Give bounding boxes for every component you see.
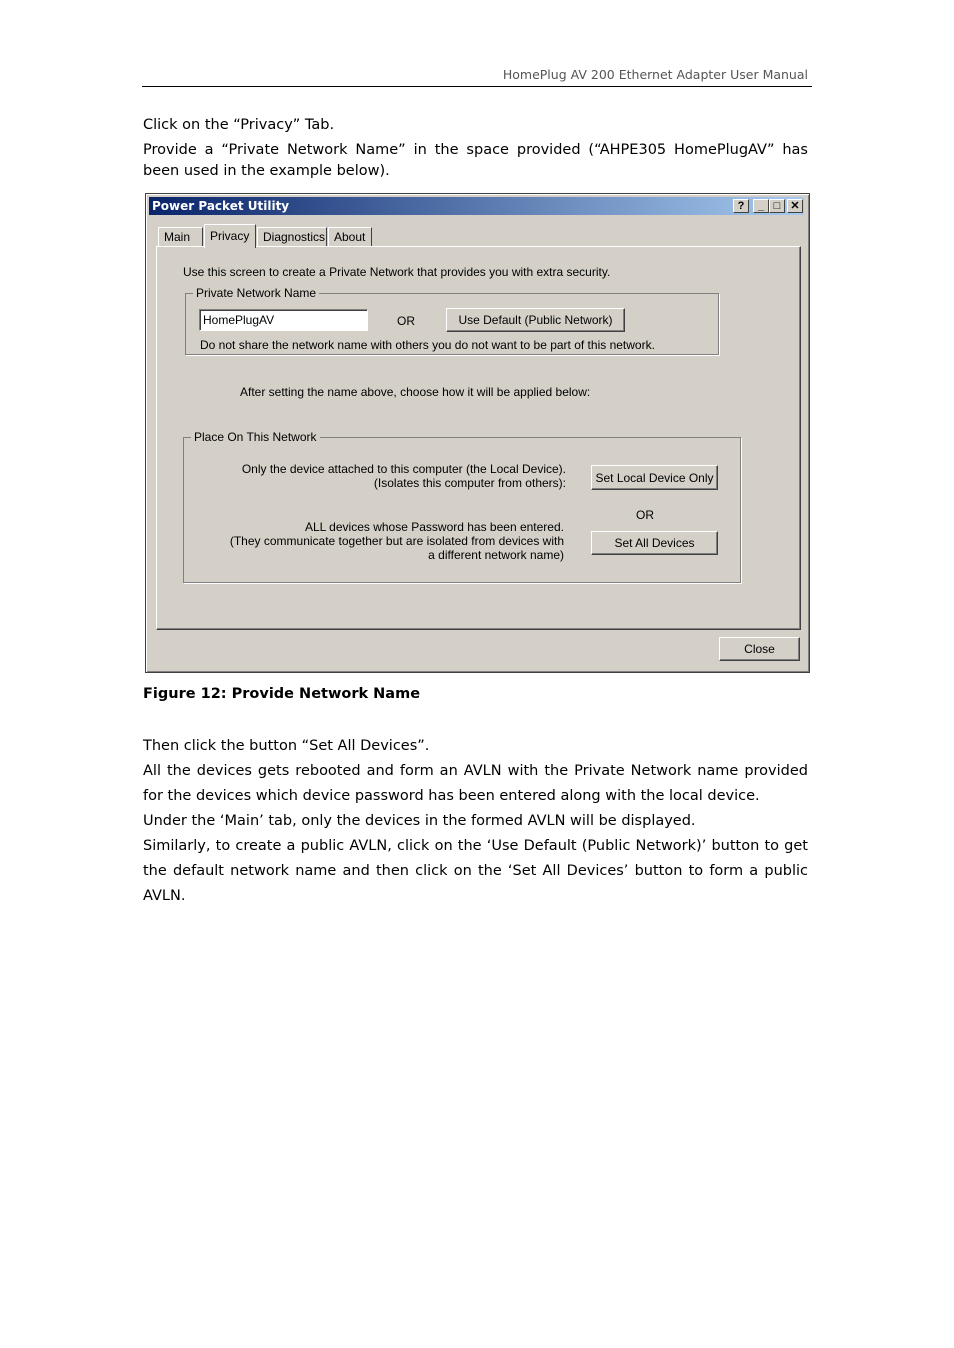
tab-about[interactable]: About — [328, 227, 372, 247]
help-icon[interactable]: ? — [733, 199, 749, 213]
or-label-1: OR — [397, 314, 415, 328]
body-paragraph-3: Under the ‘Main’ tab, only the devices in the formed AVLN will be displayed. — [143, 813, 696, 829]
tab-privacy[interactable]: Privacy — [204, 224, 256, 248]
local-device-line-1: Only the device attached to this computer (the Local Device). — [241, 462, 566, 476]
or-label-2: OR — [636, 508, 654, 522]
network-name-input[interactable] — [199, 309, 368, 331]
private-network-name-legend: Private Network Name — [193, 286, 319, 300]
set-local-device-only-button[interactable]: Set Local Device Only — [591, 465, 718, 490]
body-paragraph-1: Then click the button “Set All Devices”. — [143, 738, 430, 754]
close-icon[interactable]: ✕ — [787, 199, 803, 213]
window-titlebar[interactable] — [149, 197, 804, 215]
minimize-icon[interactable]: _ — [753, 199, 769, 213]
intro-line-2: Provide a “Private Network Name” in the space provided (“AHPE305 HomePlugAV” has been used in the example below). — [143, 142, 808, 179]
tab-main[interactable]: Main — [158, 227, 203, 247]
private-network-name-group — [185, 286, 719, 355]
set-all-devices-button[interactable]: Set All Devices — [591, 531, 718, 555]
window-title: Power Packet Utility — [152, 199, 290, 213]
privacy-tab-panel — [156, 246, 801, 630]
maximize-icon[interactable]: □ — [769, 199, 785, 213]
power-packet-utility-window — [145, 193, 810, 673]
place-on-network-group — [183, 430, 741, 583]
use-default-button[interactable]: Use Default (Public Network) — [446, 308, 625, 332]
privacy-description: Use this screen to create a Private Network that provides you with extra security. — [183, 265, 611, 279]
local-device-line-2: (Isolates this computer from others): — [373, 476, 566, 490]
all-devices-line-1: ALL devices whose Password has been entered. — [304, 520, 564, 534]
body-paragraph-2: All the devices gets rebooted and form an AVLN with the Private Network name provided for the devices which device password has been entered along with the local device. — [143, 763, 808, 804]
intro-line-1: Click on the “Privacy” Tab. — [143, 117, 335, 133]
tab-diagnostics[interactable]: Diagnostics — [257, 227, 327, 247]
all-devices-line-3: a different network name) — [428, 548, 564, 562]
body-paragraph-4: Similarly, to create a public AVLN, click on the ‘Use Default (Public Network)’ button to get the default network name and then click on the ‘Set All Devices’ button to form a public AVLN. — [143, 838, 808, 904]
all-devices-line-2: (They communicate together but are isolated from devices with — [229, 534, 564, 548]
header-title: HomePlug AV 200 Ethernet Adapter User Manual — [502, 67, 808, 82]
apply-note: After setting the name above, choose how it will be applied below: — [240, 385, 591, 399]
close-button[interactable]: Close — [719, 637, 800, 661]
place-on-network-legend: Place On This Network — [191, 430, 320, 444]
private-network-note: Do not share the network name with others you do not want to be part of this network. — [200, 338, 655, 352]
page-header — [142, 64, 812, 87]
figure-caption: Figure 12: Provide Network Name — [143, 686, 421, 702]
